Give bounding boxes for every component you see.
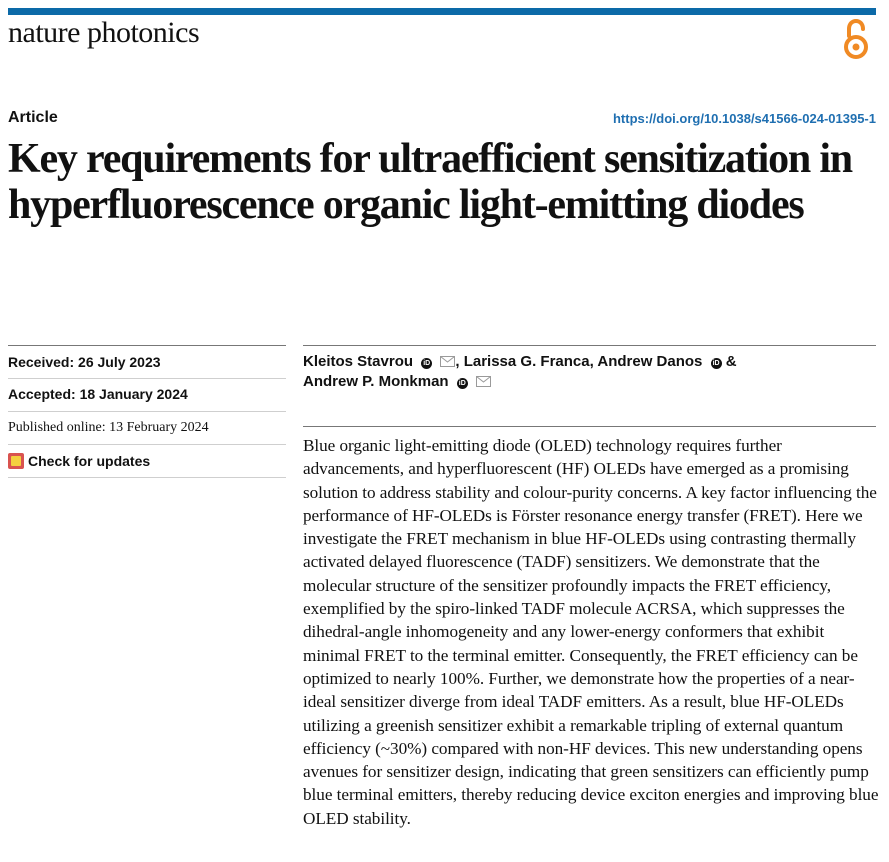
article-title: Key requirements for ultraefficient sensitization in hyperfluorescence organic light-emitting diodes [8, 136, 852, 228]
orcid-icon[interactable]: iD [712, 360, 720, 367]
history-divider [8, 444, 286, 445]
doi-link[interactable]: https://doi.org/10.1038/s41566-024-01395-1 [612, 111, 876, 126]
history-divider [8, 477, 286, 478]
accepted-date: Accepted: 18 January 2024 [8, 386, 188, 402]
author-separator: & [721, 353, 737, 370]
author-name[interactable]: , Larissa G. Franca, Andrew Danos [455, 353, 703, 370]
check-updates-icon [8, 453, 24, 469]
metadata-divider [8, 345, 286, 346]
author-line [303, 372, 876, 392]
orcid-icon[interactable]: iD [423, 360, 431, 367]
journal-name[interactable]: nature photonics [8, 16, 200, 49]
article-type-label: Article [8, 109, 58, 126]
mail-icon[interactable] [476, 376, 491, 387]
history-divider [8, 378, 286, 379]
author-list [303, 352, 876, 392]
abstract-text: Blue organic light-emitting diode (OLED) technology requires further advancements, and hyperfluorescent (HF) OLEDs have emerged as a promising solution to address stability and colour-purity concerns. A key factor influencing the performance of HF-OLEDs is Förster resonance energy transfer (FRET). Here we investigate the FRET mechanism in blue HF-OLEDs using contrasting thermally activated delayed fluorescence (TADF) sensitizers. We demonstrate that the molecular structure of the sensitizer profoundly impacts the FRET efficiency, exemplified by the spiro-linked TADF molecule ACRSA, which suppresses the dihedral-angle inhomogeneity and any lower-energy conformers that exhibit minimal FRET to the terminal emitter. Consequently, the FRET efficiency can be optimized to nearly 100%. Further, we demonstrate how the properties of a near-ideal sensitizer diverge from ideal TADF emitters. As a result, blue HF-OLEDs utilizing a greenish sensitizer exhibit a remarkable tripling of external quantum efficiency (~30%) compared with non-HF devices. This new understanding opens avenues for sensitizer design, indicating that green sensitizers can efficiently pump blue terminal emitters, thereby reducing device exciton energies and improving blue OLED stability. [303, 436, 879, 828]
authors-divider [303, 345, 876, 346]
check-for-updates-label: Check for updates [28, 453, 151, 469]
received-date: Received: 26 July 2023 [8, 354, 161, 370]
author-line [303, 352, 876, 372]
journal-header-rule [8, 8, 876, 15]
author-name[interactable]: Kleitos Stavrou [303, 353, 414, 370]
published-date: Published online: 13 February 2024 [8, 420, 209, 435]
mail-icon[interactable] [440, 356, 455, 367]
check-for-updates-button[interactable] [8, 453, 150, 469]
history-divider [8, 411, 286, 412]
orcid-icon[interactable]: iD [458, 380, 466, 387]
open-access-icon [840, 18, 872, 62]
author-name[interactable]: Andrew P. Monkman [303, 373, 449, 390]
abstract-divider [303, 426, 876, 427]
